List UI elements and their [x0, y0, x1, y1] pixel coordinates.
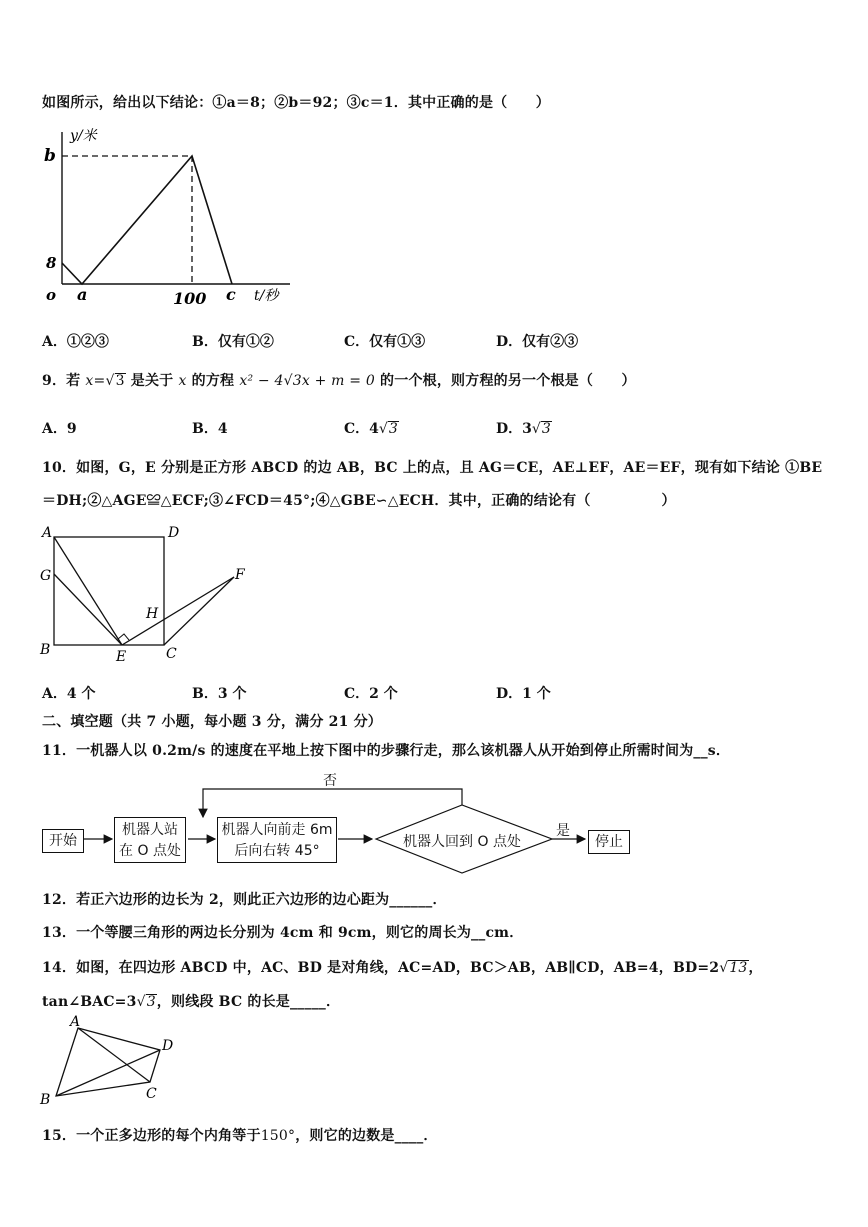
q9-number: 9．若 — [42, 373, 81, 389]
graph-xlabel: t/秒 — [254, 288, 279, 304]
q14-line2-text: tan∠BAC=3 — [42, 994, 137, 1010]
flow-move-box — [217, 817, 337, 863]
q8-option-b[interactable]: B．仅有①② — [192, 334, 274, 350]
flow-stand-line1: 机器人站 — [122, 822, 178, 838]
graph-100-label: 100 — [173, 289, 207, 308]
flow-move-line1: 机器人向前走 6m — [221, 822, 333, 838]
q9-option-c[interactable]: C．4√3 — [344, 421, 398, 437]
flow-check-label: 机器人回到 O 点处 — [403, 834, 521, 850]
q8-graph — [40, 122, 300, 312]
q10-option-b[interactable]: B．3 个 — [192, 686, 247, 702]
q14-line1-text: 14．如图，在四边形 ABCD 中，AC、BD 是对角线，AC=AD，BC＞AB，AB∥CD，AB=4，BD=2 — [42, 960, 720, 976]
flow-stand-box — [114, 817, 186, 863]
fig14-B: B — [40, 1092, 51, 1108]
fig10-D: D — [168, 525, 180, 541]
flow-stop-box: 停止 — [588, 830, 630, 854]
q9-option-a-label: A．9 — [42, 421, 77, 437]
graph-ylabel: y/米 — [70, 128, 97, 144]
q10-option-a[interactable]: A．4 个 — [42, 686, 96, 702]
q14-stem-line2: tan∠BAC=3√3，则线段 BC 的长是_____． — [42, 994, 341, 1010]
graph-c-label: c — [226, 285, 236, 304]
q9-tail: 的一个根，则方程的另一个根是（ ） — [380, 373, 636, 389]
graph-8-label: 8 — [46, 254, 57, 272]
q8-option-c[interactable]: C．仅有①③ — [344, 334, 426, 350]
q9-option-b-label: B．4 — [192, 421, 228, 437]
fig10-H: H — [146, 606, 159, 622]
q9-mid2: 的方程 — [191, 373, 235, 389]
fig10-C: C — [166, 646, 177, 662]
fig14-D: D — [162, 1038, 174, 1054]
q10-stem-line2: ＝DH;②△AGE≌△ECF;③∠FCD＝45°;④△GBE∽△ECH．其中，正确的结论有（ ） — [42, 493, 676, 509]
q14-line1-end: ， — [748, 960, 763, 976]
q10-option-c[interactable]: C．2 个 — [344, 686, 398, 702]
fig10-G: G — [40, 568, 52, 584]
flow-stand-line2: 在 O 点处 — [119, 843, 181, 859]
q14-line2-end: ，则线段 BC 的长是_____． — [156, 994, 341, 1010]
q10-figure — [36, 522, 256, 667]
graph-a-label: a — [77, 285, 88, 304]
q12-stem: 12．若正六边形的边长为 2，则此正六边形的边心距为______． — [42, 892, 447, 908]
q14-stem-line1: 14．如图，在四边形 ABCD 中，AC、BD 是对角线，AC=AD，BC＞AB，AB∥CD，AB=4，BD=2√13， — [42, 960, 763, 976]
q9-option-c-radical: 3 — [388, 421, 398, 437]
q9-option-d-label: D．3 — [496, 421, 532, 437]
q9-var: x — [178, 373, 187, 389]
fig14-A: A — [70, 1014, 81, 1030]
q9-mid: 是关于 — [130, 373, 174, 389]
flow-start-box: 开始 — [42, 829, 84, 853]
q14-line1-radical: 13 — [729, 960, 748, 976]
flow-no-label: 否 — [323, 773, 337, 789]
q15-text-b: ，则它的边数是____． — [295, 1128, 438, 1144]
graph-origin-label: o — [46, 286, 57, 304]
q15-text-a: 15．一个正多边形的每个内角等于 — [42, 1128, 261, 1144]
flow-move-line2: 后向右转 45° — [234, 843, 320, 859]
fig10-A: A — [42, 525, 53, 541]
q15-angle: 150° — [260, 1128, 296, 1144]
q10-stem-line1: 10．如图，G，E 分别是正方形 ABCD 的边 AB，BC 上的点，且 AG＝CE，AE⊥EF，AE＝EF，现有如下结论 ①BE — [42, 460, 823, 476]
q8-stem: 如图所示，给出以下结论：①a＝8；②b＝92；③c＝1．其中正确的是（ ） — [42, 95, 550, 111]
q9-option-c-label: C．4 — [344, 421, 379, 437]
q15-stem — [42, 1125, 438, 1145]
q9-root-value: 3 — [115, 373, 125, 389]
q9-option-d-radical: 3 — [541, 421, 551, 437]
fig14-C: C — [146, 1086, 157, 1102]
q14-figure — [36, 1012, 186, 1110]
q10-option-d[interactable]: D．1 个 — [496, 686, 551, 702]
graph-b-label: b — [44, 146, 56, 166]
fig10-F: F — [235, 567, 245, 583]
q14-line2-radical: 3 — [146, 994, 156, 1010]
q13-stem: 13．一个等腰三角形的两边长分别为 4cm 和 9cm，则它的周长为__cm． — [42, 925, 524, 941]
q9-option-b[interactable] — [192, 418, 228, 438]
fig10-E: E — [116, 649, 127, 665]
flow-yes-label: 是 — [556, 823, 570, 839]
q9-option-d[interactable]: D．3√3 — [496, 421, 551, 437]
q9-option-a[interactable] — [42, 418, 77, 438]
section-2-heading: 二、填空题（共 7 小题，每小题 3 分，满分 21 分） — [42, 714, 383, 730]
q9-equals: = — [93, 373, 106, 389]
fig10-B: B — [40, 642, 51, 658]
q8-option-a[interactable]: A．①②③ — [42, 334, 109, 350]
q9-x: x — [85, 373, 94, 389]
q11-stem: 11．一机器人以 0.2m/s 的速度在平地上按下图中的步骤行走，那么该机器人从开始到停止所需时间为__s． — [42, 743, 731, 759]
q8-option-d[interactable]: D．仅有②③ — [496, 334, 579, 350]
q9-equation: x² − 4√3x + m = 0 — [239, 373, 375, 389]
q9-stem: 9．若 x=√3 是关于 x 的方程 x² − 4√3x + m = 0 的一个根，则方程的另一个根是（ ） — [42, 373, 636, 389]
